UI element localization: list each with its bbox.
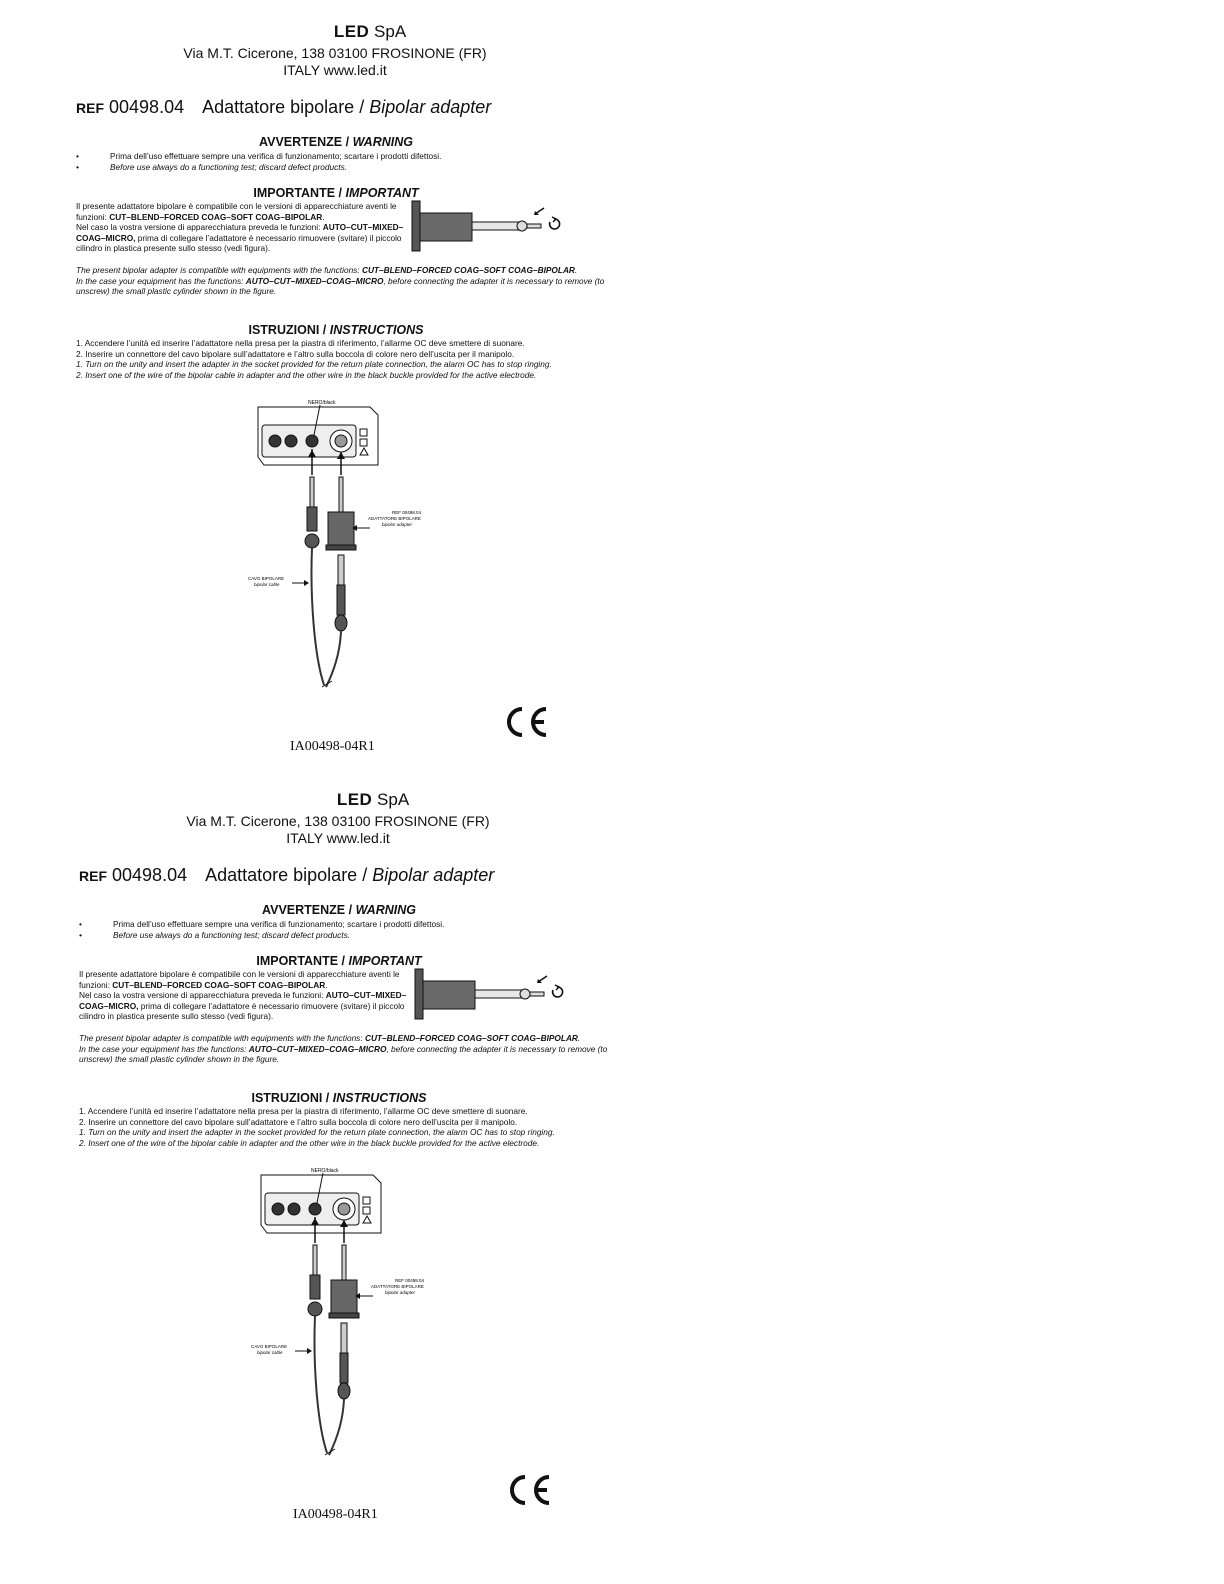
important-text-it: Il presente adattatore bipolare è compatibile con le versioni di apparecchiature aventi le funzioni: CUT–BLEND–FORCED COAG–SOFT COAG–BIPOLAR. Nel caso la vostra versione di apparecchiatura preveda le funzioni: AUTO–CUT–MIXED–COAG–MICRO, prima di collegare l’adattatore è necessario rimuovere (svitare) il piccolo cilindro in plastica presente sullo stesso (vedi figura). bbox=[76, 201, 404, 254]
label-black: NERO/black bbox=[308, 400, 336, 406]
label-cable-en: bipolar cable bbox=[254, 582, 280, 587]
ce-mark bbox=[509, 1473, 553, 1507]
warning-item-en: • Before use always do a functioning test; discard defect products. bbox=[76, 162, 616, 173]
company-name: LED SpA bbox=[333, 22, 407, 41]
important-heading: IMPORTANTE / IMPORTANT bbox=[253, 186, 419, 200]
warning-item-it: • Prima dell’uso effettuare sempre una verifica di funzionamento; scartare i prodotti difettosi. bbox=[79, 919, 619, 930]
instructions-heading: ISTRUZIONI / INSTRUCTIONS bbox=[248, 323, 424, 337]
important-text-it: Il presente adattatore bipolare è compatibile con le versioni di apparecchiature aventi le funzioni: CUT–BLEND–FORCED COAG–SOFT COAG–BIPOLAR. Nel caso la vostra versione di apparecchiatura preveda le funzioni: AUTO–CUT–MIXED–COAG–MICRO, prima di collegare l’adattatore è necessario rimuovere (svitare) il piccolo cilindro in plastica presente sullo stesso (vedi figura). bbox=[79, 969, 407, 1022]
label-cable-it: CAVO BIPOLARE bbox=[251, 1344, 288, 1349]
instruction-step-it-2: 2. Inserire un connettore del cavo bipolare sull’adattatore e l’altro sulla boccola di colore nero dell’uscita per il manipolo. bbox=[79, 1116, 518, 1127]
product-title: REF 00498.04 Adattatore bipolare / Bipolar adapter bbox=[76, 97, 492, 117]
ce-mark bbox=[506, 705, 550, 739]
adapter-drawing bbox=[413, 967, 573, 1023]
label-ref: REF 00498.04 bbox=[392, 510, 422, 515]
company-address: Via M.T. Cicerone, 138 03100 FROSINONE (FR) bbox=[183, 45, 487, 61]
label-adapter-it: ADATTATORE BIPOLARE bbox=[371, 1284, 424, 1289]
connection-diagram bbox=[240, 395, 450, 700]
connection-diagram bbox=[243, 1163, 453, 1468]
warning-item-it: • Prima dell’uso effettuare sempre una verifica di funzionamento; scartare i prodotti difettosi. bbox=[76, 151, 616, 162]
important-text-en: The present bipolar adapter is compatible with equipments with the functions: CUT–BLEND–FORCED COAG–SOFT COAG–BIPOLAR. In the case your equipment has the functions: AUTO–CUT–MIXED–COAG–MICRO, before connecting the adapter it is necessary to remove (to unscrew) the small plastic cylinder shown in the figure. bbox=[79, 1033, 608, 1065]
instructions-heading: ISTRUZIONI / INSTRUCTIONS bbox=[251, 1091, 427, 1105]
company-country-web: ITALY www.led.it bbox=[283, 62, 387, 78]
warning-heading: AVVERTENZE / WARNING bbox=[262, 903, 416, 917]
company-country-web: ITALY www.led.it bbox=[286, 830, 390, 846]
instruction-step-en-2: 2. Insert one of the wire of the bipolar cable in adapter and the other wire in the black buckle provided for the active electrode. bbox=[79, 1137, 540, 1148]
warning-list bbox=[76, 151, 616, 172]
company-name: LED SpA bbox=[336, 790, 410, 809]
instruction-step-it-1: 1. Accendere l’unità ed inserire l’adattatore nella presa per la piastra di riferimento, l’allarme OC deve smettere di suonare. bbox=[79, 1106, 528, 1116]
instruction-step-en-1: 1. Turn on the unity and insert the adapter in the socket provided for the return plate connection, the alarm OC has to stop ringing. bbox=[76, 359, 552, 370]
instructions-text bbox=[79, 1106, 609, 1148]
instruction-step-en-1: 1. Turn on the unity and insert the adapter in the socket provided for the return plate connection, the alarm OC has to stop ringing. bbox=[79, 1127, 555, 1138]
company-address: Via M.T. Cicerone, 138 03100 FROSINONE (FR) bbox=[186, 813, 490, 829]
important-heading: IMPORTANTE / IMPORTANT bbox=[256, 954, 422, 968]
warning-list bbox=[79, 919, 619, 940]
instruction-step-it-2: 2. Inserire un connettore del cavo bipolare sull’adattatore e l’altro sulla boccola di colore nero dell’uscita per il manipolo. bbox=[76, 348, 515, 359]
instructions-text bbox=[76, 338, 606, 380]
label-adapter-en: bipolar adapter bbox=[385, 1290, 416, 1295]
warning-heading: AVVERTENZE / WARNING bbox=[259, 135, 413, 149]
warning-item-en: • Before use always do a functioning test; discard defect products. bbox=[79, 930, 619, 941]
label-adapter-it: ADATTATORE BIPOLARE bbox=[368, 516, 421, 521]
label-ref: REF 00498.04 bbox=[395, 1278, 425, 1283]
instruction-sheet-2 bbox=[3, 768, 1224, 1560]
important-text-en: The present bipolar adapter is compatible with equipments with the functions: CUT–BLEND–FORCED COAG–SOFT COAG–BIPOLAR. In the case your equipment has the functions: AUTO–CUT–MIXED–COAG–MICRO, before connecting the adapter it is necessary to remove (to unscrew) the small plastic cylinder shown in the figure. bbox=[76, 265, 605, 297]
document-id: IA00498-04R1 bbox=[290, 739, 375, 754]
label-black: NERO/black bbox=[311, 1168, 339, 1174]
product-title: REF 00498.04 Adattatore bipolare / Bipolar adapter bbox=[79, 865, 495, 885]
label-cable-en: bipolar cable bbox=[257, 1350, 283, 1355]
instruction-step-en-2: 2. Insert one of the wire of the bipolar cable in adapter and the other wire in the black buckle provided for the active electrode. bbox=[76, 369, 537, 380]
document-id: IA00498-04R1 bbox=[293, 1507, 378, 1522]
label-cable-it: CAVO BIPOLARE bbox=[248, 576, 285, 581]
instruction-step-it-1: 1. Accendere l’unità ed inserire l’adattatore nella presa per la piastra di riferimento, l’allarme OC deve smettere di suonare. bbox=[76, 338, 525, 348]
adapter-drawing bbox=[410, 199, 570, 255]
label-adapter-en: bipolar adapter bbox=[382, 522, 413, 527]
